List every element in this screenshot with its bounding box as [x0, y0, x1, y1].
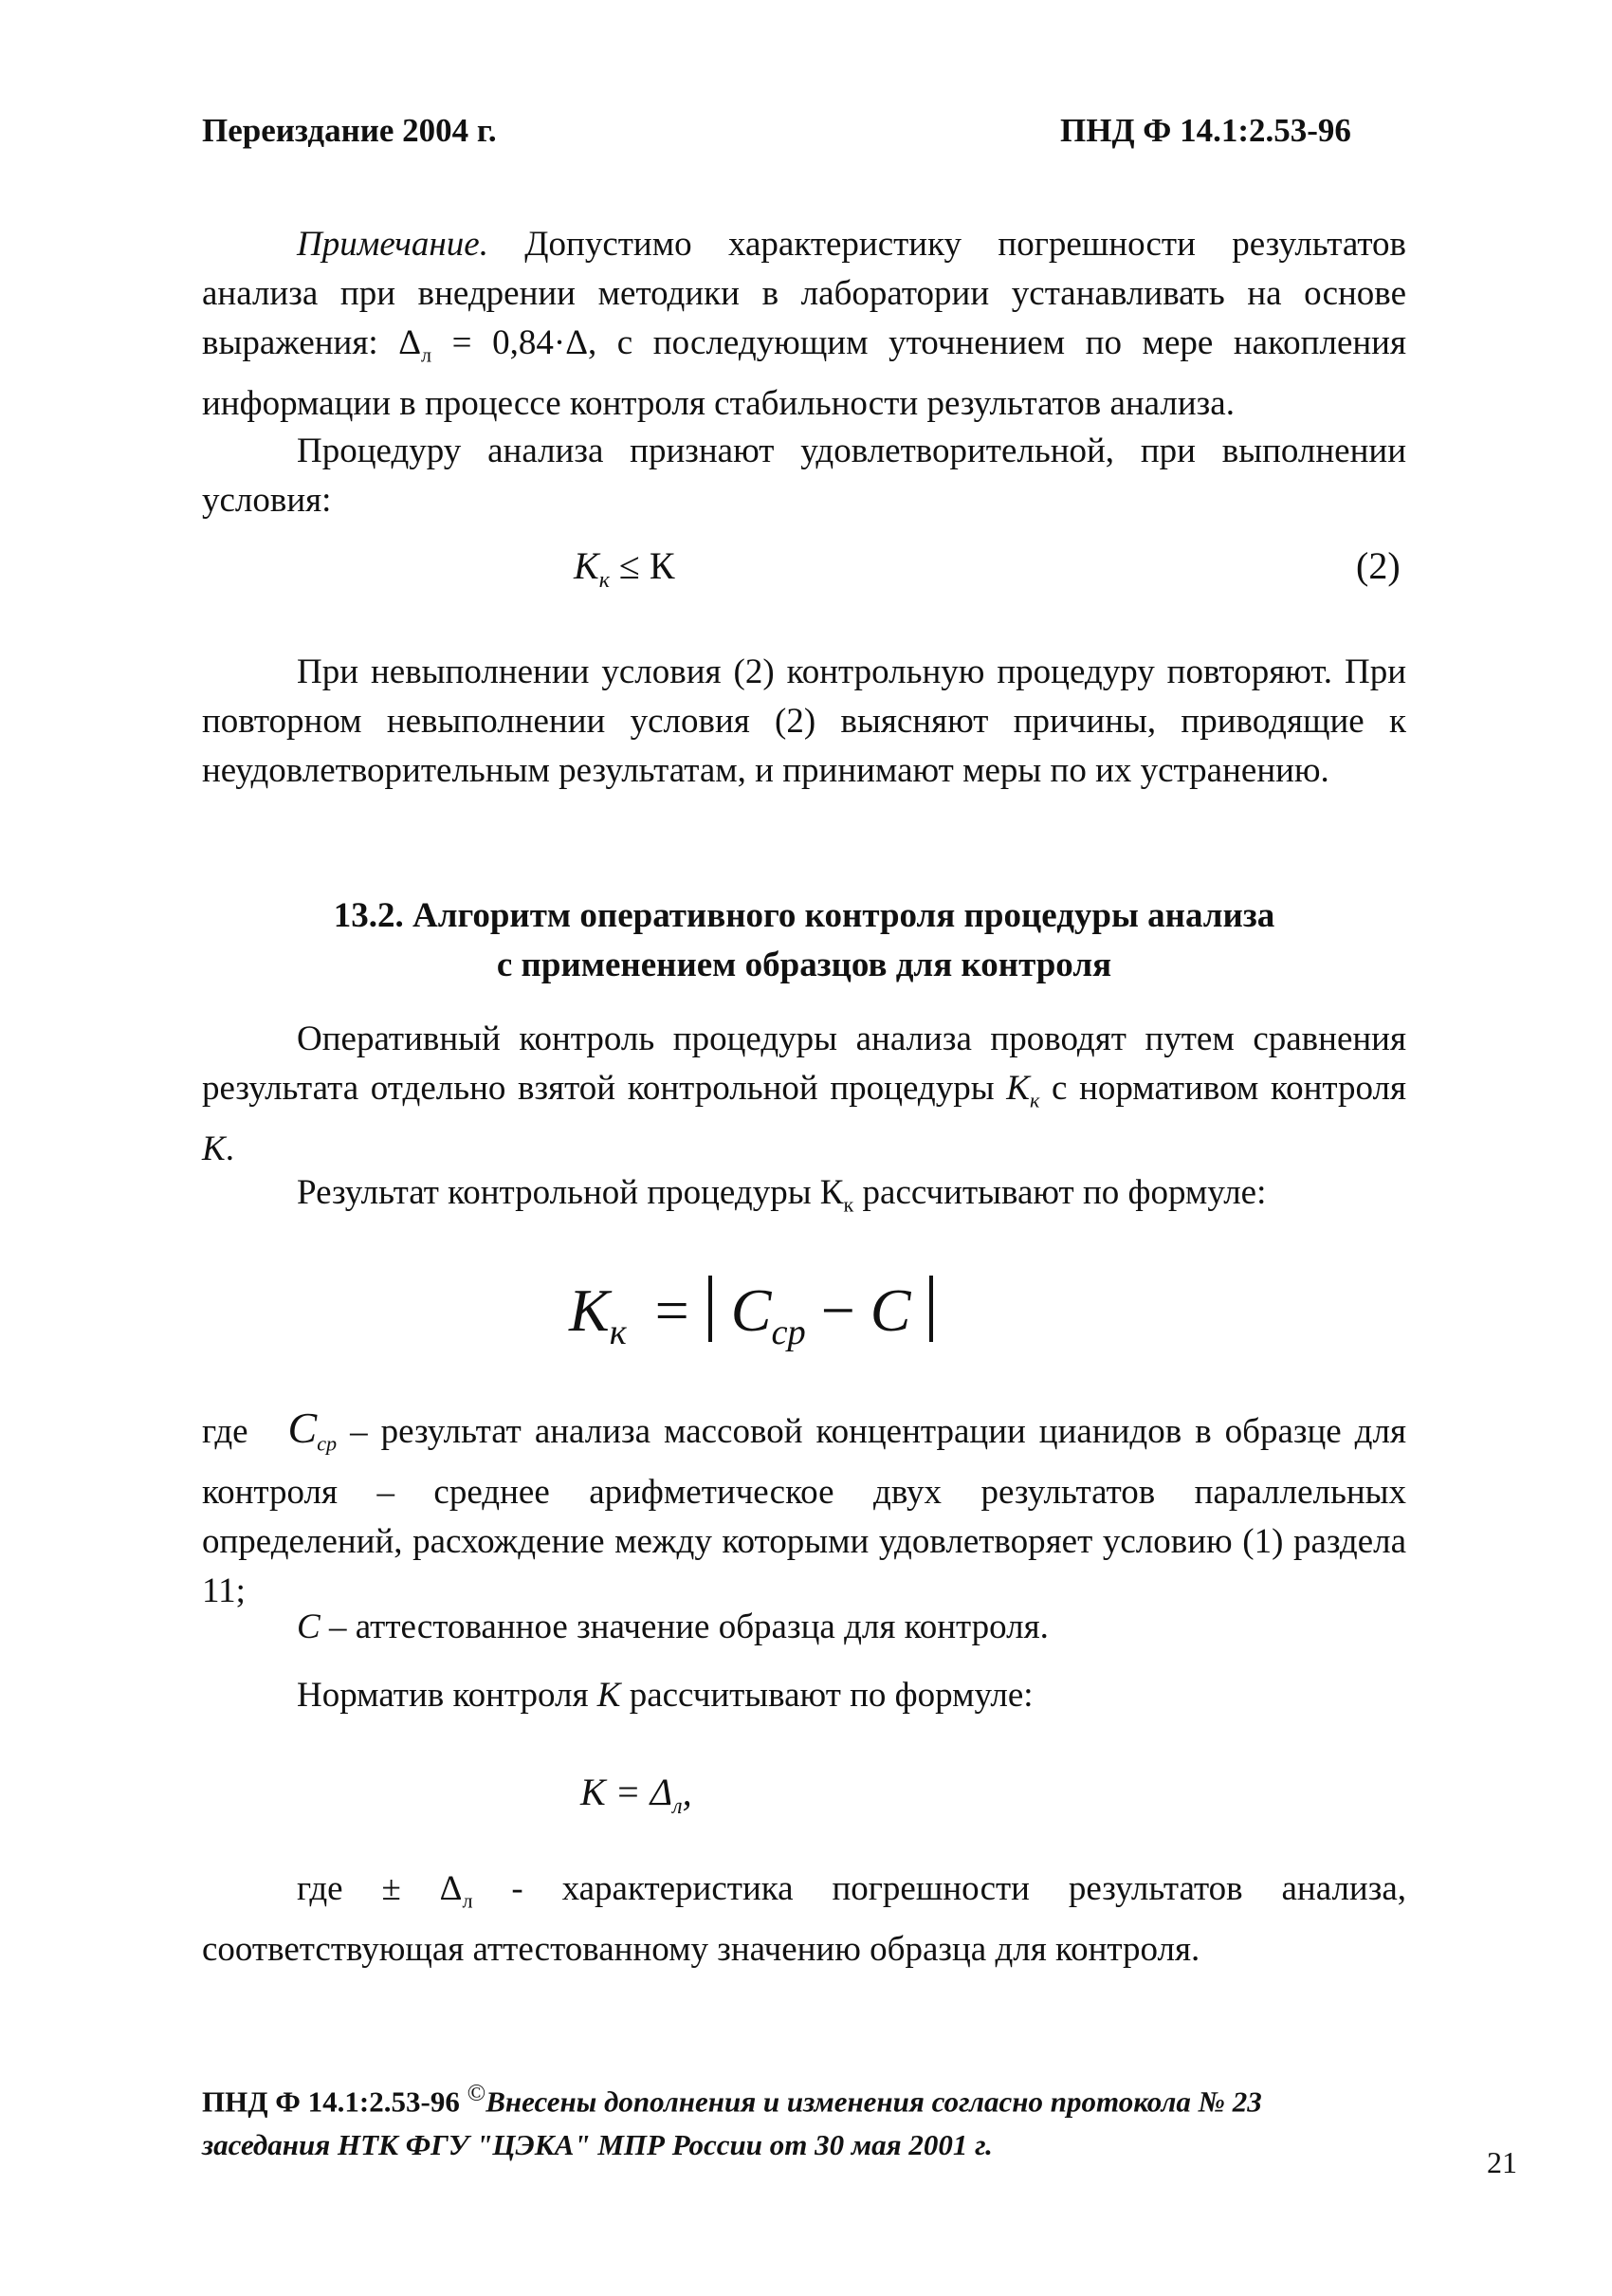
where1-sym-sub: ср — [317, 1431, 338, 1456]
norm-k: K — [596, 1676, 621, 1715]
calc-sub: к — [843, 1192, 854, 1217]
formula-k — [580, 1770, 692, 1820]
section-heading — [202, 891, 1406, 990]
where-ccp-paragraph — [202, 1404, 1406, 1616]
header-edition: Переиздание 2004 г. — [202, 112, 497, 149]
op-k: K — [1006, 1069, 1030, 1108]
where-c-paragraph — [202, 1603, 1406, 1652]
page-number: 21 — [1487, 2145, 1517, 2179]
where2-text: – аттестованное значение образца для контроля. — [320, 1607, 1049, 1646]
norm-paragraph — [202, 1671, 1406, 1720]
op-kk: K — [202, 1130, 226, 1169]
fk-text: K = Δ — [580, 1771, 673, 1813]
note-paragraph — [202, 220, 1406, 429]
fk-sub: л — [672, 1794, 683, 1819]
note-text-a: Допустимо характеристику погрешности результатов анализа при внедрении методики в лаборатории устанавливать на основе выражения: Δ — [202, 225, 1406, 362]
where3-sub: л — [462, 1888, 473, 1913]
fm-abs-right — [929, 1276, 933, 1342]
operational-paragraph — [202, 1015, 1406, 1174]
condition-paragraph: Процедуру анализа признают удовлетворительной, при выполнении условия: — [202, 432, 1406, 520]
section-heading-line1: 13.2. Алгоритм оперативного контроля процедуры анализа — [333, 896, 1275, 935]
where2-sym: C — [297, 1607, 321, 1646]
formula-2-rhs: ≤ К — [609, 544, 675, 587]
norm-text-a: Норматив контроля — [297, 1676, 597, 1715]
where3-b: - характеристика погрешности результатов анализа, соответствующая аттестованному значению образца для контроля. — [202, 1869, 1406, 1970]
op-text-a: Оперативный контроль процедуры анализа проводят путем сравнения результата отдельно взятой контрольной процедуры — [202, 1019, 1406, 1108]
formula-2 — [574, 543, 675, 594]
fk-tail: , — [682, 1771, 692, 1813]
calc-text-a: Результат контрольной процедуры К — [297, 1173, 844, 1212]
footnote-code: ПНД Ф 14.1:2.53-96 — [202, 2085, 467, 2119]
note-sub: л — [421, 342, 432, 367]
footnote — [202, 2071, 1397, 2167]
where-delta-paragraph — [202, 1864, 1406, 1975]
fm-eq: = — [654, 1277, 689, 1344]
fm-c2: C — [870, 1277, 911, 1344]
fm-minus: − — [820, 1277, 855, 1344]
repeat-paragraph: При невыполнении условия (2) контрольную процедуру повторяют. При повторном невыполнении условия (2) выясняют причины, приводящие к неудовлетворительным результатам, и принимают меры по их устранению. — [202, 652, 1406, 790]
op-k-sub: к — [1029, 1088, 1040, 1112]
calc-paragraph — [202, 1168, 1406, 1229]
where1-lead: где — [202, 1412, 248, 1451]
op-text-b: с нормативом контроля — [1039, 1069, 1406, 1108]
footnote-mark: © — [467, 2079, 486, 2106]
fm-abs-left — [708, 1276, 712, 1342]
footnote-text: Внесены дополнения и изменения согласно протокола № 23 заседания НТК ФГУ "ЦЭКА" МПР России от 30 мая 2001 г. — [202, 2085, 1262, 2162]
fm-c1: C — [730, 1277, 772, 1344]
note-text-b: = 0,84·Δ, с последующим уточнением по мере накопления информации в процессе контроля стабильности результатов анализа. — [202, 323, 1406, 424]
header-doc-code: ПНД Ф 14.1:2.53-96 — [1060, 112, 1351, 149]
fm-k: K — [569, 1277, 610, 1344]
fm-c1-sub: ср — [771, 1312, 806, 1352]
op-text-c: . — [225, 1130, 234, 1169]
formula-2-lhs: K — [574, 544, 599, 587]
formula-main — [569, 1276, 952, 1353]
norm-text-b: рассчитывают по формуле: — [620, 1676, 1034, 1715]
where1-text: – результат анализа массовой концентрации цианидов в образце для контроля – среднее арифметическое двух результатов параллельных определений, расхождение между которыми удовлетворяет условию (1) раздела 11; — [202, 1412, 1406, 1611]
fm-k-sub: к — [609, 1312, 627, 1352]
section-heading-line2: с применением образцов для контроля — [496, 946, 1112, 984]
where3-a: где ± Δ — [297, 1869, 463, 1908]
calc-text-b: рассчитывают по формуле: — [853, 1173, 1267, 1212]
where1-sym: C — [287, 1404, 318, 1452]
formula-2-number: (2) — [1356, 544, 1401, 587]
formula-2-lhs-sub: к — [598, 568, 610, 593]
note-label: Примечание. — [297, 225, 488, 264]
